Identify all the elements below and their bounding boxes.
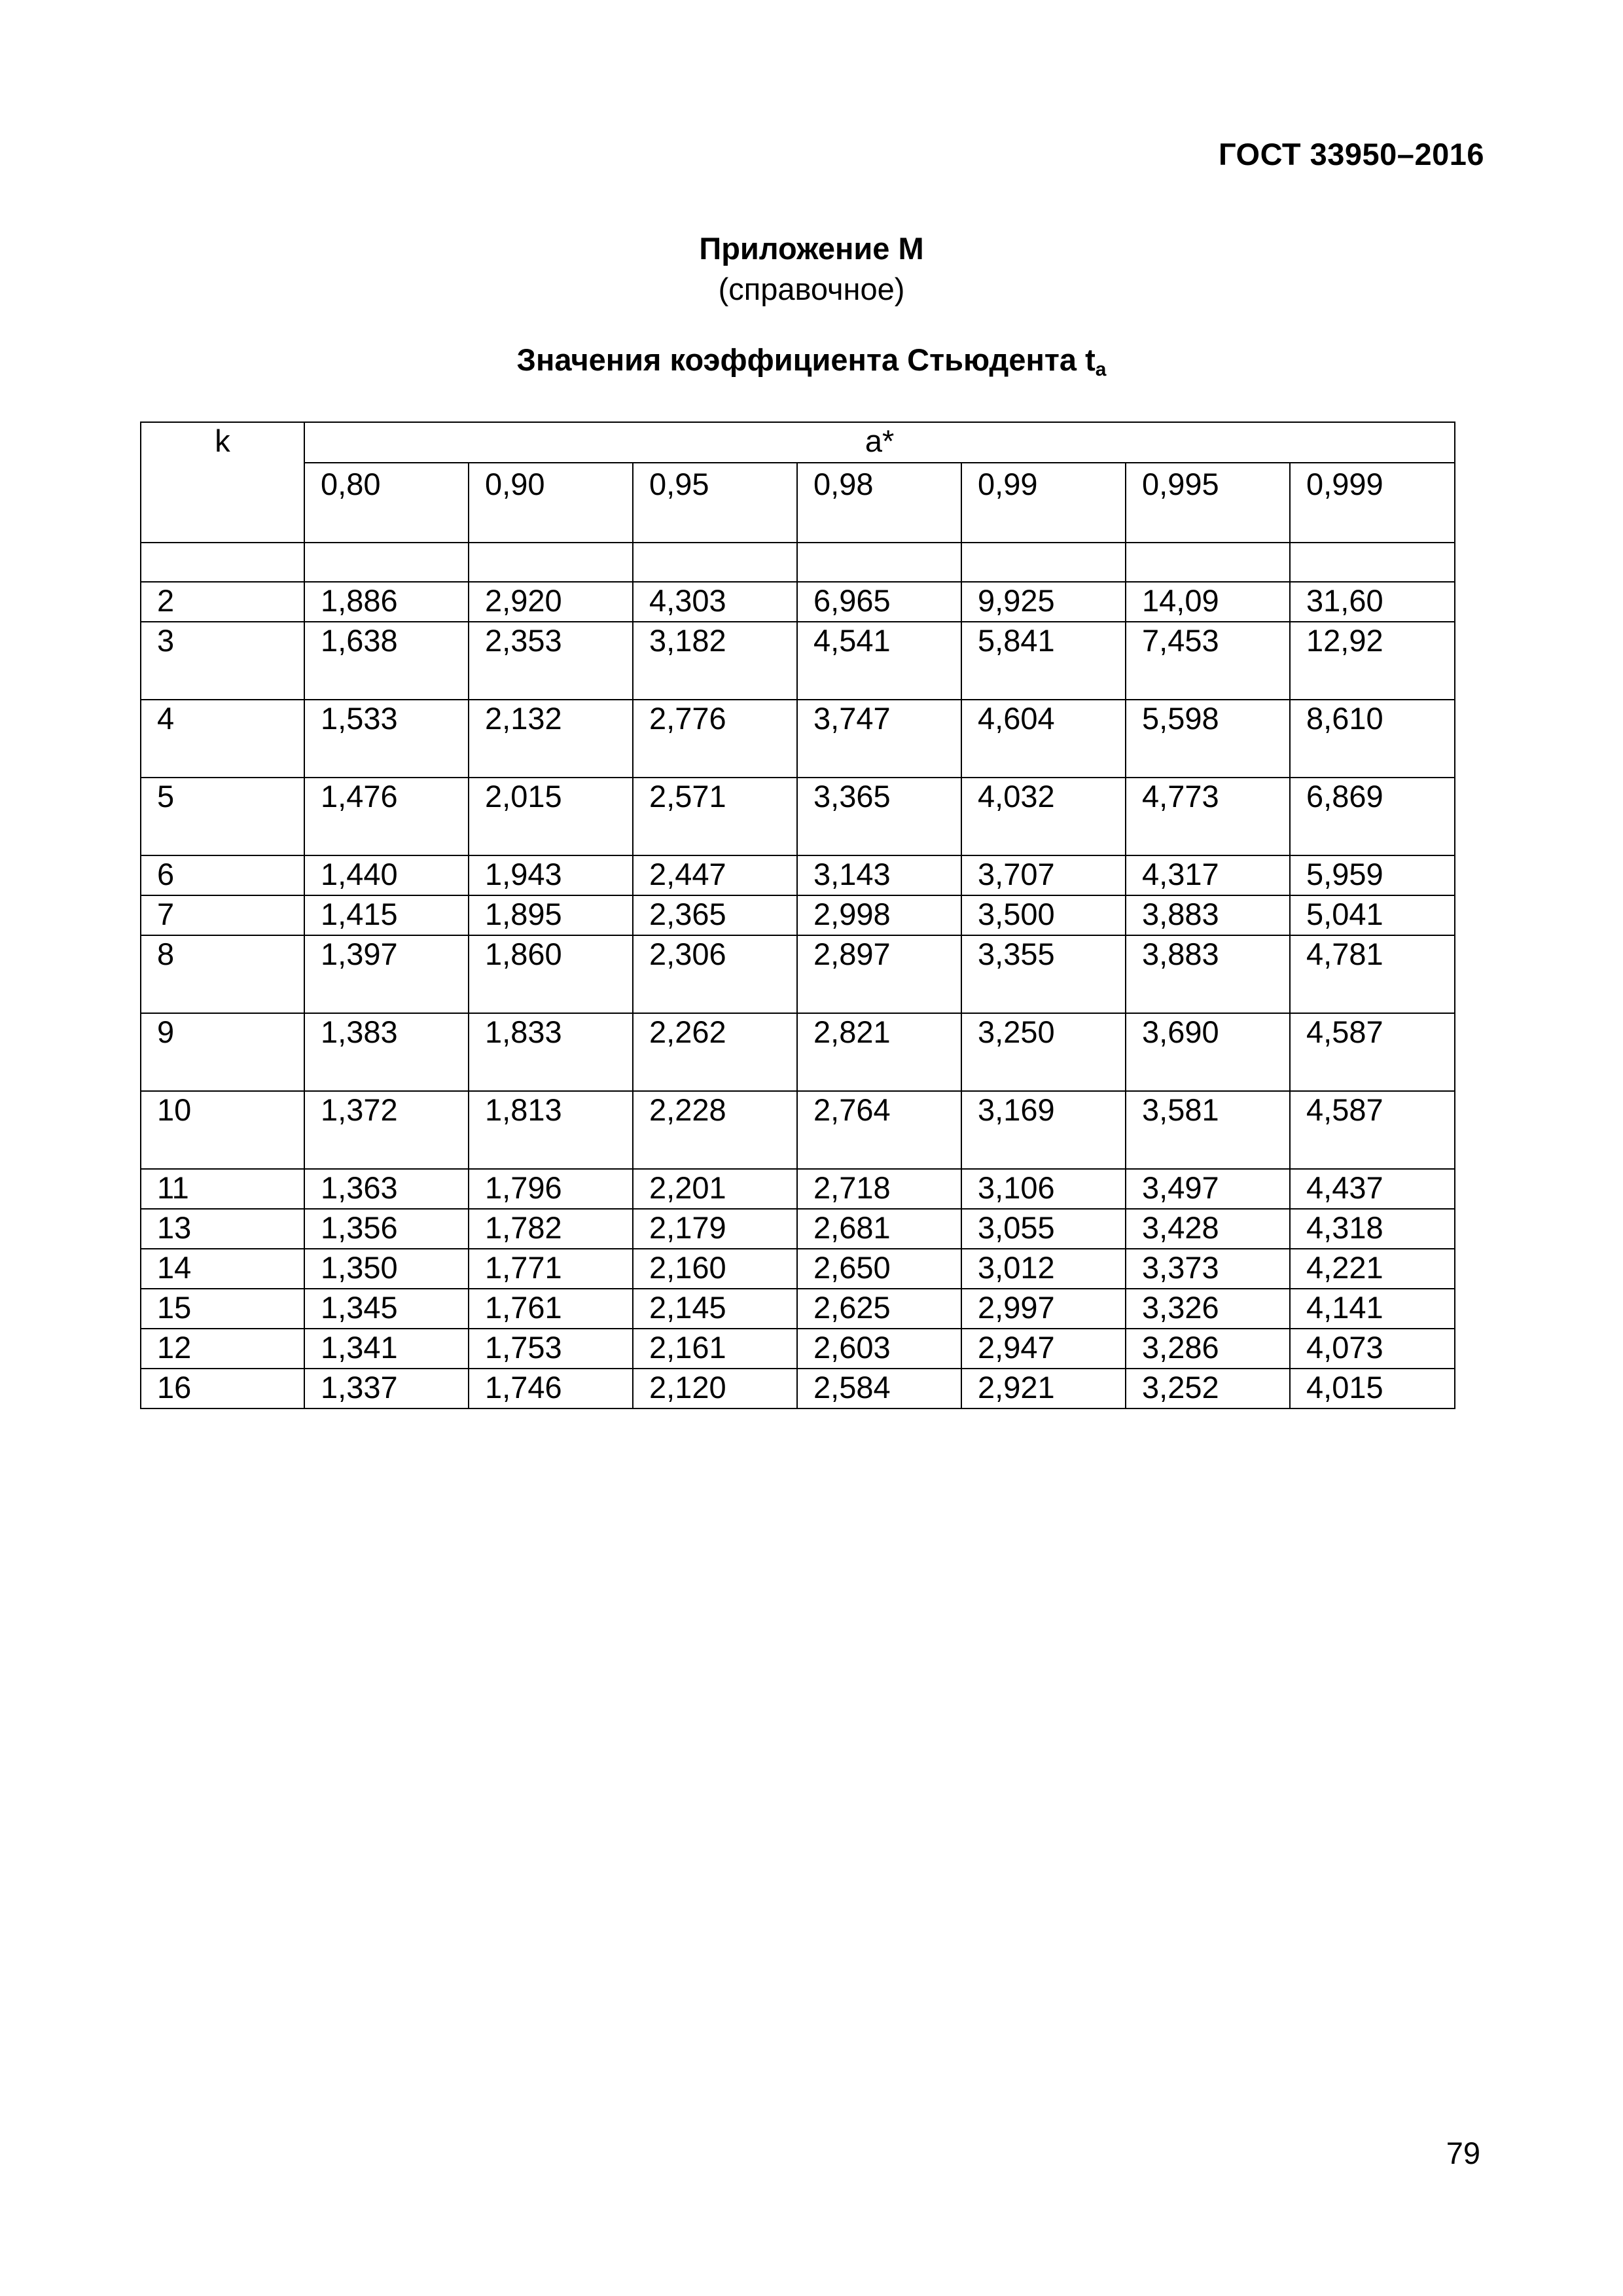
value-cell: 4,587 — [1290, 1091, 1455, 1169]
value-cell: 2,997 — [961, 1289, 1126, 1329]
value-cell: 2,571 — [633, 778, 797, 855]
value-cell: 1,833 — [469, 1013, 633, 1091]
value-cell: 2,365 — [633, 895, 797, 935]
table-row — [141, 1209, 1455, 1249]
value-cell: 4,587 — [1290, 1013, 1455, 1091]
blank-cell — [469, 543, 633, 582]
k-cell: 9 — [141, 1013, 304, 1091]
k-cell: 4 — [141, 700, 304, 778]
value-cell: 4,604 — [961, 700, 1126, 778]
table-row — [141, 935, 1455, 1013]
value-cell: 1,813 — [469, 1091, 633, 1169]
value-cell: 1,476 — [304, 778, 469, 855]
blank-cell — [304, 543, 469, 582]
k-cell: 16 — [141, 1369, 304, 1408]
value-cell: 1,761 — [469, 1289, 633, 1329]
value-cell: 1,533 — [304, 700, 469, 778]
value-cell: 1,341 — [304, 1329, 469, 1369]
blank-cell — [961, 543, 1126, 582]
column-header: 0,90 — [469, 463, 633, 543]
student-coefficient-table — [140, 422, 1455, 1409]
value-cell: 4,318 — [1290, 1209, 1455, 1249]
value-cell: 3,250 — [961, 1013, 1126, 1091]
value-cell: 1,746 — [469, 1369, 633, 1408]
value-cell: 3,169 — [961, 1091, 1126, 1169]
alpha-header: a* — [304, 422, 1455, 463]
value-cell: 2,650 — [797, 1249, 961, 1289]
blank-row — [141, 543, 1455, 582]
value-cell: 6,965 — [797, 582, 961, 622]
value-cell: 2,228 — [633, 1091, 797, 1169]
k-cell: 2 — [141, 582, 304, 622]
value-cell: 3,883 — [1126, 935, 1290, 1013]
value-cell: 2,998 — [797, 895, 961, 935]
table-row — [141, 1013, 1455, 1091]
value-cell: 1,350 — [304, 1249, 469, 1289]
k-header: k — [141, 422, 304, 543]
k-cell: 11 — [141, 1169, 304, 1209]
value-cell: 2,353 — [469, 622, 633, 700]
value-cell: 1,440 — [304, 855, 469, 895]
value-cell: 4,032 — [961, 778, 1126, 855]
value-cell: 7,453 — [1126, 622, 1290, 700]
column-header: 0,95 — [633, 463, 797, 543]
value-cell: 31,60 — [1290, 582, 1455, 622]
value-cell: 2,625 — [797, 1289, 961, 1329]
table-row — [141, 895, 1455, 935]
value-cell: 3,182 — [633, 622, 797, 700]
value-cell: 3,497 — [1126, 1169, 1290, 1209]
value-cell: 8,610 — [1290, 700, 1455, 778]
value-cell: 2,821 — [797, 1013, 961, 1091]
value-cell: 3,012 — [961, 1249, 1126, 1289]
value-cell: 2,584 — [797, 1369, 961, 1408]
value-cell: 3,106 — [961, 1169, 1126, 1209]
value-cell: 1,796 — [469, 1169, 633, 1209]
k-cell: 13 — [141, 1209, 304, 1249]
blank-cell — [1290, 543, 1455, 582]
value-cell: 2,306 — [633, 935, 797, 1013]
value-cell: 3,326 — [1126, 1289, 1290, 1329]
value-cell: 3,365 — [797, 778, 961, 855]
value-cell: 5,959 — [1290, 855, 1455, 895]
table-title — [0, 342, 1623, 381]
value-cell: 4,437 — [1290, 1169, 1455, 1209]
value-cell: 2,447 — [633, 855, 797, 895]
value-cell: 3,143 — [797, 855, 961, 895]
value-cell: 3,428 — [1126, 1209, 1290, 1249]
value-cell: 3,373 — [1126, 1249, 1290, 1289]
value-cell: 3,055 — [961, 1209, 1126, 1249]
k-cell: 5 — [141, 778, 304, 855]
value-cell: 2,015 — [469, 778, 633, 855]
value-cell: 4,541 — [797, 622, 961, 700]
value-cell: 2,262 — [633, 1013, 797, 1091]
column-header: 0,99 — [961, 463, 1126, 543]
column-header: 0,995 — [1126, 463, 1290, 543]
value-cell: 2,161 — [633, 1329, 797, 1369]
value-cell: 4,015 — [1290, 1369, 1455, 1408]
value-cell: 4,221 — [1290, 1249, 1455, 1289]
document-code: ГОСТ 33950–2016 — [1218, 137, 1484, 171]
value-cell: 1,372 — [304, 1091, 469, 1169]
table-row — [141, 1329, 1455, 1369]
table-row — [141, 700, 1455, 778]
value-cell: 3,690 — [1126, 1013, 1290, 1091]
column-header: 0,80 — [304, 463, 469, 543]
column-header: 0,999 — [1290, 463, 1455, 543]
value-cell: 14,09 — [1126, 582, 1290, 622]
k-cell: 12 — [141, 1329, 304, 1369]
k-cell: 6 — [141, 855, 304, 895]
value-cell: 3,286 — [1126, 1329, 1290, 1369]
value-cell: 4,317 — [1126, 855, 1290, 895]
value-cell: 2,921 — [961, 1369, 1126, 1408]
value-cell: 2,718 — [797, 1169, 961, 1209]
value-cell: 1,638 — [304, 622, 469, 700]
table-row — [141, 778, 1455, 855]
value-cell: 12,92 — [1290, 622, 1455, 700]
value-cell: 2,897 — [797, 935, 961, 1013]
value-cell: 1,771 — [469, 1249, 633, 1289]
value-cell: 2,120 — [633, 1369, 797, 1408]
page-number: 79 — [1446, 2136, 1480, 2170]
value-cell: 3,747 — [797, 700, 961, 778]
value-cell: 2,603 — [797, 1329, 961, 1369]
table-row — [141, 855, 1455, 895]
k-cell: 7 — [141, 895, 304, 935]
value-cell: 1,415 — [304, 895, 469, 935]
value-cell: 1,345 — [304, 1289, 469, 1329]
blank-cell — [141, 543, 304, 582]
value-cell: 1,943 — [469, 855, 633, 895]
value-cell: 2,920 — [469, 582, 633, 622]
value-cell: 2,201 — [633, 1169, 797, 1209]
value-cell: 4,303 — [633, 582, 797, 622]
table-row — [141, 622, 1455, 700]
table-row — [141, 1369, 1455, 1408]
value-cell: 1,895 — [469, 895, 633, 935]
table-row — [141, 1289, 1455, 1329]
blank-cell — [797, 543, 961, 582]
table-row — [141, 1091, 1455, 1169]
value-cell: 2,947 — [961, 1329, 1126, 1369]
blank-cell — [1126, 543, 1290, 582]
table-title-text: Значения коэффициента Стьюдента t — [516, 342, 1096, 377]
value-cell: 1,363 — [304, 1169, 469, 1209]
table-row — [141, 1169, 1455, 1209]
appendix-subtitle: (справочное) — [718, 272, 905, 306]
value-cell: 3,355 — [961, 935, 1126, 1013]
value-cell: 2,179 — [633, 1209, 797, 1249]
value-cell: 5,841 — [961, 622, 1126, 700]
column-header: 0,98 — [797, 463, 961, 543]
value-cell: 3,581 — [1126, 1091, 1290, 1169]
value-cell: 4,073 — [1290, 1329, 1455, 1369]
appendix-title: Приложение М — [699, 231, 924, 266]
value-cell: 5,041 — [1290, 895, 1455, 935]
value-cell: 6,869 — [1290, 778, 1455, 855]
header-row-levels — [141, 463, 1455, 543]
value-cell: 1,356 — [304, 1209, 469, 1249]
table-row — [141, 1249, 1455, 1289]
value-cell: 2,681 — [797, 1209, 961, 1249]
value-cell: 3,500 — [961, 895, 1126, 935]
k-cell: 15 — [141, 1289, 304, 1329]
value-cell: 4,773 — [1126, 778, 1290, 855]
value-cell: 2,776 — [633, 700, 797, 778]
value-cell: 1,383 — [304, 1013, 469, 1091]
value-cell: 1,337 — [304, 1369, 469, 1408]
value-cell: 1,860 — [469, 935, 633, 1013]
value-cell: 4,141 — [1290, 1289, 1455, 1329]
k-cell: 14 — [141, 1249, 304, 1289]
header-row-alpha — [141, 422, 1455, 463]
value-cell: 3,883 — [1126, 895, 1290, 935]
k-cell: 3 — [141, 622, 304, 700]
table-title-subscript: a — [1095, 359, 1107, 380]
value-cell: 4,781 — [1290, 935, 1455, 1013]
k-cell: 8 — [141, 935, 304, 1013]
value-cell: 2,160 — [633, 1249, 797, 1289]
value-cell: 1,782 — [469, 1209, 633, 1249]
value-cell: 2,764 — [797, 1091, 961, 1169]
value-cell: 3,252 — [1126, 1369, 1290, 1408]
blank-cell — [633, 543, 797, 582]
k-cell: 10 — [141, 1091, 304, 1169]
value-cell: 1,886 — [304, 582, 469, 622]
table-row — [141, 582, 1455, 622]
value-cell: 1,753 — [469, 1329, 633, 1369]
value-cell: 2,132 — [469, 700, 633, 778]
value-cell: 2,145 — [633, 1289, 797, 1329]
value-cell: 3,707 — [961, 855, 1126, 895]
value-cell: 5,598 — [1126, 700, 1290, 778]
value-cell: 1,397 — [304, 935, 469, 1013]
value-cell: 9,925 — [961, 582, 1126, 622]
